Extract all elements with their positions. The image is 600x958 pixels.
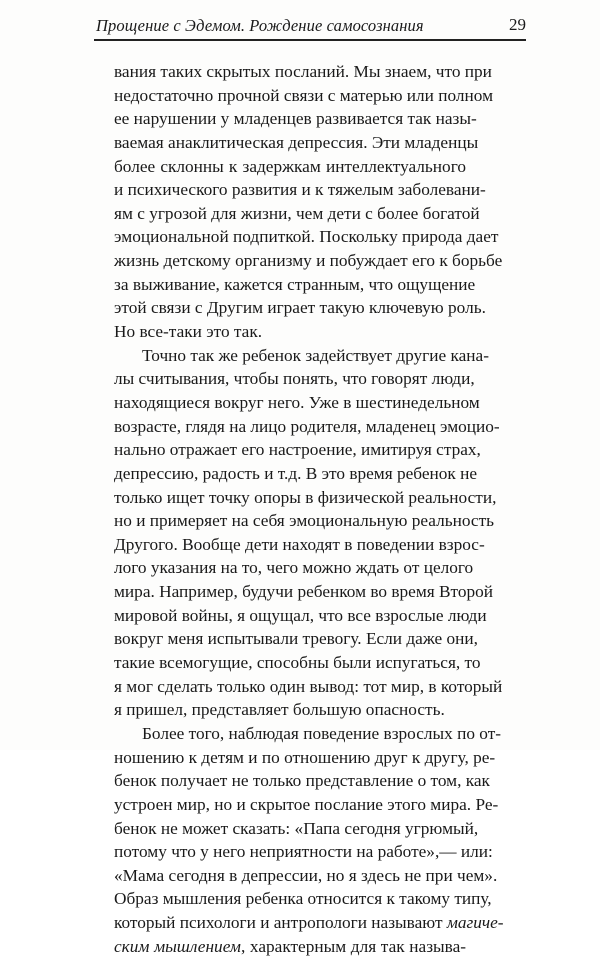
text-fragment: , характерным для так называ-: [240, 936, 466, 956]
text-line: такие всемогущие, способны были испугаться, то: [114, 653, 481, 673]
text-line: я пришел, представляет большую опасность.: [114, 700, 445, 720]
text-line: [114, 935, 466, 958]
text-line: потому что у него неприятности на работе»,— или:: [114, 842, 493, 862]
text-line: устроен мир, но и скрытое послание этого мира. Ре-: [114, 794, 499, 814]
page-header: [96, 14, 526, 40]
paragraph-2: [114, 344, 503, 722]
text-line: Другого. Вообще дети находят в поведении взрос-: [114, 534, 485, 554]
text-line: мира. Например, будучи ребенком во время Второй: [114, 582, 494, 602]
paragraph-3: [114, 722, 504, 958]
text-line: ям с угрозой для жизни, чем дети с более богатой: [114, 203, 480, 223]
text-line: возрасте, глядя на лицо родителя, младенец эмоцио-: [114, 416, 500, 436]
text-line: жизнь детскому организму и побуждает его к борьбе: [114, 251, 503, 271]
text-line: «Мама сегодня в депрессии, но я здесь не при чем».: [114, 865, 498, 885]
text-line: Образ мышления ребенка относится к такому типу,: [114, 889, 492, 909]
text-line: Точно так же ребенок задействует другие кана-: [142, 345, 489, 365]
running-title: Прощение с Эдемом. Рождение самосознания: [96, 16, 424, 35]
paragraph-1: [114, 60, 503, 344]
text-line: эмоциональной подпиткой. Поскольку природа дает: [114, 227, 499, 247]
emphasized-term: ским мышлением: [114, 936, 241, 956]
text-line: лого указания на то, чего можно ждать от целого: [114, 558, 474, 578]
text-line: недостаточно прочной связи с матерью или полном: [114, 85, 494, 105]
text-line: бенок получает не только представление о том, как: [114, 771, 490, 791]
text-line: этой связи с Другим играет такую ключевую роль.: [114, 298, 486, 318]
text-line: за выживание, кажется странным, что ощущение: [114, 274, 476, 294]
text-line: только ищет точку опоры в физической реальности,: [114, 487, 497, 507]
text-line: вания таких скрытых посланий. Мы знаем, что при: [114, 62, 492, 81]
text-line: вокруг меня испытывали тревогу. Если даже они,: [114, 629, 478, 649]
text-line: Более того, наблюдая поведение взрослых по от-: [142, 723, 502, 743]
text-line: [114, 911, 504, 935]
text-line: Но все-таки это так.: [114, 322, 263, 342]
text-line: депрессию, радость и т.д. В это время ребенок не: [114, 463, 478, 483]
text-line: находящиеся вокруг него. Уже в шестинедельном: [114, 392, 480, 412]
text-line: бенок не может сказать: «Папа сегодня угрюмый,: [114, 818, 479, 838]
emphasized-term: магиче-: [446, 913, 504, 933]
body-text: [114, 60, 504, 958]
text-line: лы считывания, чтобы понять, что говорят люди,: [114, 369, 475, 389]
text-line: я мог сделать только один вывод: тот мир, в который: [114, 676, 503, 696]
text-line: более склонны к задержкам интеллектуального: [114, 156, 466, 176]
text-line: ваемая анаклитическая депрессия. Эти младенцы: [114, 132, 479, 152]
header-rule: [94, 39, 526, 41]
text-line: мировой войны, я ощущал, что все взрослые люди: [114, 605, 487, 625]
text-fragment: который психологи и антропологи называют: [114, 913, 447, 933]
text-line: нально отражает его настроение, имитируя страх,: [114, 440, 481, 460]
text-line: но и примеряет на себя эмоциональную реальность: [114, 511, 495, 531]
text-line: ее нарушении у младенцев развивается так назы-: [114, 109, 477, 129]
page-number: 29: [509, 15, 526, 34]
text-line: ношению к детям и по отношению друг к другу, ре-: [114, 747, 496, 767]
text-line: и психического развития и к тяжелым заболевани-: [114, 180, 486, 200]
